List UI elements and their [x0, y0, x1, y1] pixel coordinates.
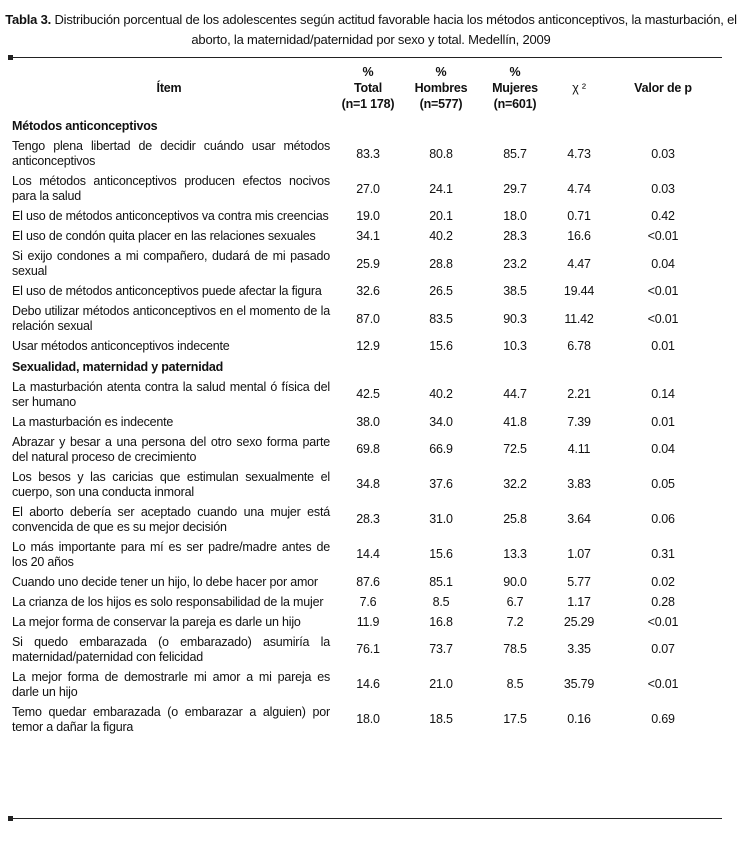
p-value: 0.69	[651, 712, 675, 726]
hombres-value: 83.5	[429, 311, 453, 326]
hombres-value: 8.5	[432, 594, 450, 609]
item-text: Temo quedar embarazada (o embarazar a alguien) por temor a dañar la figura	[12, 704, 330, 734]
chi-square-value: 3.64	[567, 512, 591, 526]
p-value: 0.04	[651, 256, 675, 271]
top-rule	[8, 57, 722, 58]
chi-square-value: 11.42	[564, 311, 594, 326]
item-text: Los besos y las caricias que estimulan sexualmente el cuerpo, son una conducta inmoral	[12, 469, 330, 499]
p-value: 0.03	[651, 181, 675, 196]
table-row	[8, 702, 722, 737]
p-value: <0.01	[647, 614, 679, 629]
total-value: 27.0	[356, 181, 380, 196]
caption-label: Tabla 3.	[5, 12, 52, 27]
section-header	[8, 357, 722, 378]
table-row	[8, 337, 722, 357]
p-value: 0.03	[651, 146, 675, 161]
mujeres-value: 28.3	[503, 229, 527, 243]
hombres-value: 18.5	[429, 712, 453, 726]
mujeres-value: 29.7	[503, 181, 527, 196]
chi-square-value: 4.74	[567, 181, 591, 196]
table-row	[8, 502, 722, 537]
chi-square-value: 5.77	[567, 574, 591, 589]
mujeres-value: 85.7	[503, 146, 527, 161]
total-value: 83.3	[356, 146, 380, 161]
p-value: 0.28	[651, 594, 675, 609]
table-row	[8, 377, 722, 412]
item-text: Los métodos anticonceptivos producen efectos nocivos para la salud	[12, 174, 330, 203]
header-chi-square: χ ²	[572, 81, 586, 95]
item-text: Si exijo condones a mi compañero, dudará de mi pasado sexual	[12, 249, 330, 278]
hombres-value: 37.6	[429, 477, 453, 491]
item-text: La mejor forma de demostrarle mi amor a mi pareja es darle un hijo	[12, 669, 330, 699]
mujeres-value: 90.3	[503, 311, 527, 326]
hombres-value: 15.6	[429, 339, 453, 353]
total-value: 18.0	[356, 712, 380, 726]
mujeres-value: 90.0	[503, 574, 527, 589]
total-value: 14.4	[356, 547, 380, 561]
p-value: 0.07	[651, 642, 675, 656]
hombres-value: 73.7	[429, 642, 453, 656]
total-value: 87.6	[356, 574, 380, 589]
chi-square-value: 25.29	[563, 614, 595, 629]
item-text: La mejor forma de conservar la pareja es darle un hijo	[12, 614, 301, 629]
total-value: 32.6	[356, 284, 380, 298]
chi-square-value: 0.16	[567, 712, 591, 726]
table-row	[8, 247, 722, 282]
caption-text: Distribución porcentual de los adolescentes según actitud favorable hacia los métodos anticonceptivos, la masturbación, el aborto, la maternidad/paternidad por sexo y total. Medellín, 2009	[51, 12, 737, 47]
p-value: 0.01	[651, 339, 675, 353]
mujeres-value: 13.3	[503, 547, 527, 561]
total-value: 69.8	[356, 442, 380, 456]
item-text: El uso de métodos anticonceptivos puede afectar la figura	[12, 284, 322, 298]
total-value: 38.0	[356, 414, 380, 429]
item-text: La masturbación es indecente	[12, 414, 174, 429]
mujeres-value: 18.0	[503, 209, 527, 223]
p-value: 0.02	[651, 574, 675, 589]
hombres-value: 66.9	[429, 442, 453, 456]
item-text: Usar métodos anticonceptivos indecente	[12, 339, 230, 353]
total-value: 34.8	[356, 477, 380, 491]
item-text: La crianza de los hijos es solo responsabilidad de la mujer	[12, 594, 324, 609]
bottom-rule-marker	[8, 816, 13, 821]
mujeres-value: 78.5	[503, 642, 527, 656]
table-row	[8, 432, 722, 467]
chi-square-value: 6.78	[567, 339, 591, 353]
p-value: 0.04	[651, 442, 675, 456]
total-value: 19.0	[356, 209, 380, 223]
mujeres-value: 23.2	[503, 256, 527, 271]
bottom-rule	[8, 818, 722, 819]
chi-square-value: 4.11	[567, 442, 591, 456]
p-value: <0.01	[647, 229, 679, 243]
header-mujeres: % Mujeres (n=601)	[492, 65, 538, 111]
chi-square-value: 7.39	[567, 414, 591, 429]
total-value: 76.1	[356, 642, 380, 656]
item-text: Cuando uno decide tener un hijo, lo debe hacer por amor	[12, 574, 318, 589]
hombres-value: 40.2	[429, 387, 453, 401]
chi-square-value: 4.73	[567, 146, 591, 161]
mujeres-value: 8.5	[506, 677, 524, 691]
mujeres-value: 38.5	[503, 284, 527, 298]
header-row	[8, 64, 722, 116]
table-row	[8, 632, 722, 667]
item-text: El aborto debería ser aceptado cuando una mujer está convencida de que es su mejor decisión	[12, 504, 330, 534]
table-row	[8, 412, 722, 432]
hombres-value: 34.0	[429, 414, 453, 429]
header-total: % Total (n=1 178)	[341, 65, 395, 111]
table-row	[8, 282, 722, 302]
total-value: 87.0	[356, 311, 380, 326]
hombres-value: 21.0	[429, 677, 453, 691]
total-value: 25.9	[356, 256, 380, 271]
header-hombres: % Hombres (n=577)	[414, 65, 468, 111]
mujeres-value: 6.7	[506, 594, 524, 609]
chi-square-value: 1.07	[567, 547, 591, 561]
hombres-value: 40.2	[429, 229, 453, 243]
chi-square-value: 1.17	[567, 594, 591, 609]
mujeres-value: 44.7	[503, 387, 527, 401]
data-table	[8, 64, 722, 737]
chi-square-value: 19.44	[563, 284, 595, 298]
section-title: Sexualidad, maternidad y paternidad	[12, 359, 224, 374]
mujeres-value: 10.3	[503, 339, 527, 353]
chi-square-value: 2.21	[567, 387, 591, 401]
table-row	[8, 227, 722, 247]
hombres-value: 31.0	[429, 512, 453, 526]
p-value: <0.01	[647, 284, 679, 298]
header-p-value: Valor de p	[634, 81, 692, 95]
item-text: Si quedo embarazada (o embarazado) asumiría la maternidad/paternidad con felicidad	[12, 634, 330, 664]
chi-square-value: 35.79	[563, 677, 595, 691]
table-row	[8, 137, 722, 172]
item-text: La masturbación atenta contra la salud mental ó física del ser humano	[12, 379, 330, 409]
item-text: Debo utilizar métodos anticonceptivos en el momento de la relación sexual	[12, 304, 330, 333]
table-row	[8, 302, 722, 337]
table-row	[8, 467, 722, 502]
p-value: 0.14	[651, 387, 675, 401]
mujeres-value: 72.5	[503, 442, 527, 456]
total-value: 7.6	[359, 594, 377, 609]
table-row	[8, 572, 722, 592]
section-header	[8, 116, 722, 137]
p-value: <0.01	[647, 677, 679, 691]
table-row	[8, 537, 722, 572]
hombres-value: 28.8	[429, 256, 453, 271]
hombres-value: 15.6	[429, 547, 453, 561]
hombres-value: 16.8	[429, 614, 453, 629]
p-value: 0.31	[651, 547, 675, 561]
item-text: El uso de métodos anticonceptivos va contra mis creencias	[12, 209, 329, 223]
p-value: <0.01	[647, 311, 679, 326]
mujeres-value: 7.2	[506, 614, 524, 629]
chi-square-value: 3.83	[567, 477, 591, 491]
table-row	[8, 207, 722, 227]
total-value: 11.9	[356, 614, 380, 629]
total-value: 34.1	[356, 229, 380, 243]
table-row	[8, 592, 722, 612]
p-value: 0.05	[651, 477, 675, 491]
total-value: 12.9	[356, 339, 380, 353]
p-value: 0.01	[651, 414, 675, 429]
table-row	[8, 667, 722, 702]
chi-square-value: 0.71	[567, 209, 591, 223]
hombres-value: 20.1	[429, 209, 453, 223]
hombres-value: 85.1	[429, 574, 453, 589]
section-title: Métodos anticonceptivos	[12, 119, 158, 133]
item-text: El uso de condón quita placer en las relaciones sexuales	[12, 229, 316, 243]
hombres-value: 26.5	[429, 284, 453, 298]
total-value: 42.5	[356, 387, 380, 401]
rule-marker	[8, 55, 13, 60]
item-text: Abrazar y besar a una persona del otro sexo forma parte del natural proceso de crecimiento	[12, 434, 330, 464]
total-value: 14.6	[356, 677, 380, 691]
mujeres-value: 32.2	[503, 477, 527, 491]
mujeres-value: 41.8	[503, 414, 527, 429]
table-row	[8, 172, 722, 207]
hombres-value: 24.1	[429, 181, 453, 196]
header-item: Ítem	[156, 81, 182, 95]
table-row	[8, 612, 722, 632]
total-value: 28.3	[356, 512, 380, 526]
chi-square-value: 4.47	[567, 256, 591, 271]
hombres-value: 80.8	[429, 146, 453, 161]
chi-square-value: 3.35	[567, 642, 591, 656]
chi-square-value: 16.6	[567, 229, 591, 243]
item-text: Tengo plena libertad de decidir cuándo usar métodos anticonceptivos	[12, 139, 330, 168]
p-value: 0.42	[651, 209, 675, 223]
p-value: 0.06	[651, 512, 675, 526]
item-text: Lo más importante para mí es ser padre/madre antes de los 20 años	[12, 539, 330, 569]
mujeres-value: 25.8	[503, 512, 527, 526]
mujeres-value: 17.5	[503, 712, 527, 726]
table-caption	[0, 10, 742, 50]
